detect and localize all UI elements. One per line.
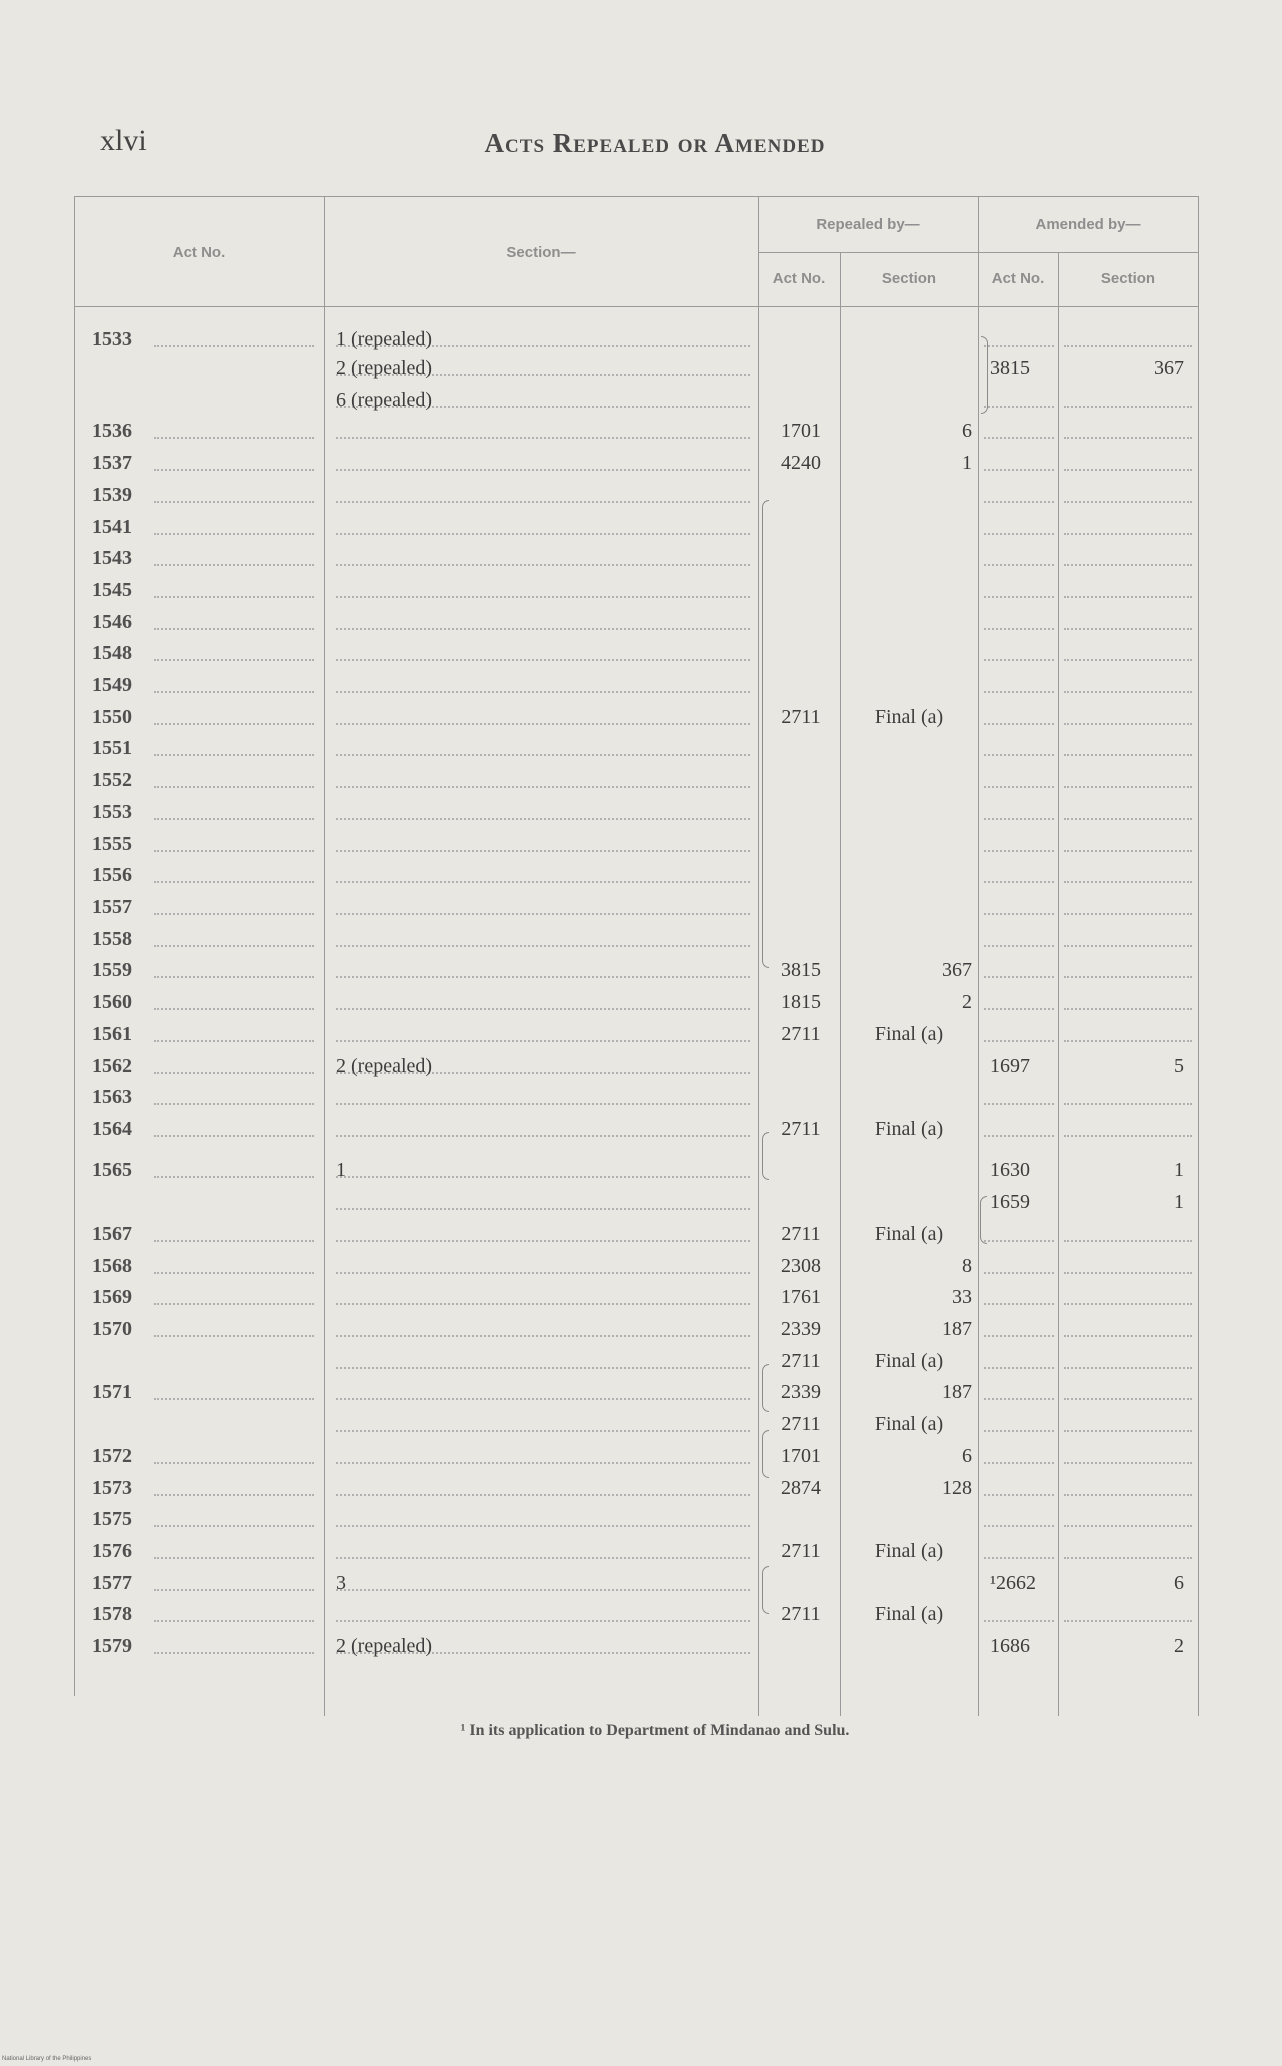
dot-leader xyxy=(336,691,750,693)
act-number: 1543 xyxy=(92,547,132,569)
act-number: 1564 xyxy=(92,1118,132,1140)
section-value: 3 xyxy=(336,1572,346,1594)
dot-leader xyxy=(984,1462,1054,1464)
repealed-section: Final (a) xyxy=(874,1023,944,1045)
repealed-section: 187 xyxy=(942,1381,972,1403)
dot-leader xyxy=(154,1652,314,1654)
repealed-act-no: 2711 xyxy=(781,1350,821,1372)
dot-leader xyxy=(984,1557,1054,1559)
repealed-section: 2 xyxy=(962,991,972,1013)
dot-leader xyxy=(336,1008,750,1010)
dot-leader xyxy=(154,786,314,788)
dot-leader xyxy=(336,533,750,535)
section-value: 1 xyxy=(336,1159,346,1181)
dot-leader xyxy=(336,881,750,883)
col-divider-5 xyxy=(978,196,979,1716)
dot-leader xyxy=(336,628,750,630)
amended-section: 2 xyxy=(1174,1635,1184,1657)
repealed-act-no: 2711 xyxy=(781,1413,821,1435)
act-number: 1557 xyxy=(92,896,132,918)
dot-leader xyxy=(1064,1272,1192,1274)
dot-leader xyxy=(154,469,314,471)
section-value: 2 (repealed) xyxy=(336,357,433,379)
dot-leader xyxy=(984,1008,1054,1010)
dot-leader xyxy=(984,1525,1054,1527)
dot-leader xyxy=(1064,659,1192,661)
dot-leader xyxy=(336,976,750,978)
repealed-section: Final (a) xyxy=(874,1413,944,1435)
dot-leader xyxy=(984,1103,1054,1105)
dot-leader xyxy=(154,437,314,439)
act-number: 1563 xyxy=(92,1086,132,1108)
table-top-rule xyxy=(74,196,1198,197)
dot-leader xyxy=(1064,1008,1192,1010)
act-number: 1572 xyxy=(92,1445,132,1467)
dot-leader xyxy=(984,1272,1054,1274)
repealed-act-no: 2711 xyxy=(781,1223,821,1245)
dot-leader xyxy=(336,1494,750,1496)
dot-leader xyxy=(984,1303,1054,1305)
dot-leader xyxy=(336,1430,750,1432)
brace-1539-1558 xyxy=(762,500,769,968)
dot-leader xyxy=(984,945,1054,947)
dot-leader xyxy=(1064,754,1192,756)
page-number: xlvi xyxy=(100,124,147,157)
amended-act-no: 1659 xyxy=(990,1191,1030,1213)
dot-leader xyxy=(1064,913,1192,915)
act-number: 1539 xyxy=(92,484,132,506)
dot-leader xyxy=(154,1620,314,1622)
dot-leader xyxy=(1064,345,1192,347)
dot-leader xyxy=(984,469,1054,471)
dot-leader xyxy=(154,1335,314,1337)
dot-leader xyxy=(154,1040,314,1042)
section-value: 6 (repealed) xyxy=(336,389,433,411)
act-number: 1556 xyxy=(92,864,132,886)
dot-leader xyxy=(336,1208,750,1210)
repealed-section: 6 xyxy=(962,420,972,442)
repealed-section: 1 xyxy=(962,452,972,474)
dot-leader xyxy=(336,659,750,661)
dot-leader xyxy=(984,501,1054,503)
dot-leader xyxy=(1064,1135,1192,1137)
act-number: 1569 xyxy=(92,1286,132,1308)
dot-leader xyxy=(984,1398,1054,1400)
repealed-act-no: 2339 xyxy=(781,1318,821,1340)
dot-leader xyxy=(1064,945,1192,947)
dot-leader xyxy=(1064,1103,1192,1105)
dot-leader xyxy=(984,1335,1054,1337)
dot-leader xyxy=(336,1557,750,1559)
header-repealed-act-no: Act No. xyxy=(772,270,826,287)
amended-section: 5 xyxy=(1174,1055,1184,1077)
dot-leader xyxy=(984,818,1054,820)
dot-leader xyxy=(154,501,314,503)
dot-leader xyxy=(1064,850,1192,852)
act-number: 1565 xyxy=(92,1159,132,1181)
dot-leader xyxy=(984,723,1054,725)
dot-leader xyxy=(984,1367,1054,1369)
act-number: 1555 xyxy=(92,833,132,855)
dot-leader xyxy=(984,406,1054,408)
dot-leader xyxy=(336,596,750,598)
header-act-no: Act No. xyxy=(172,244,226,261)
repealed-act-no: 2711 xyxy=(781,1118,821,1140)
dot-leader xyxy=(1064,1494,1192,1496)
act-number: 1536 xyxy=(92,420,132,442)
act-number: 1545 xyxy=(92,579,132,601)
repealed-act-no: 2339 xyxy=(781,1381,821,1403)
col-divider-2 xyxy=(324,196,325,1716)
dot-leader xyxy=(984,1135,1054,1137)
dot-leader xyxy=(154,723,314,725)
dot-leader xyxy=(154,1462,314,1464)
dot-leader xyxy=(154,1589,314,1591)
dot-leader xyxy=(1064,786,1192,788)
repealed-act-no: 2711 xyxy=(781,706,821,728)
dot-leader xyxy=(336,564,750,566)
act-number: 1561 xyxy=(92,1023,132,1045)
dot-leader xyxy=(336,469,750,471)
dot-leader xyxy=(154,564,314,566)
dot-leader xyxy=(984,1240,1054,1242)
act-number: 1550 xyxy=(92,706,132,728)
repealed-section: 6 xyxy=(962,1445,972,1467)
dot-leader xyxy=(336,1176,750,1178)
dot-leader xyxy=(336,945,750,947)
dot-leader xyxy=(154,1072,314,1074)
amended-act-no: 1686 xyxy=(990,1635,1030,1657)
dot-leader xyxy=(336,913,750,915)
amended-act-no: 3815 xyxy=(990,357,1030,379)
amended-section: 1 xyxy=(1174,1159,1184,1181)
act-number: 1546 xyxy=(92,611,132,633)
dot-leader xyxy=(1064,1040,1192,1042)
dot-leader xyxy=(1064,437,1192,439)
repealed-section: Final (a) xyxy=(874,1540,944,1562)
dot-leader xyxy=(154,596,314,598)
dot-leader xyxy=(1064,1557,1192,1559)
dot-leader xyxy=(154,1272,314,1274)
act-number: 1551 xyxy=(92,737,132,759)
dot-leader xyxy=(154,850,314,852)
act-number: 1560 xyxy=(92,991,132,1013)
col-divider-3 xyxy=(758,196,759,1716)
amended-act-no: 1697 xyxy=(990,1055,1030,1077)
header-repealed-by: Repealed by— xyxy=(816,216,920,233)
dot-leader xyxy=(984,913,1054,915)
act-number: 1559 xyxy=(92,959,132,981)
header-amended-by: Amended by— xyxy=(1035,216,1141,233)
dot-leader xyxy=(336,1620,750,1622)
dot-leader xyxy=(1064,1367,1192,1369)
dot-leader xyxy=(984,437,1054,439)
amended-section: 367 xyxy=(1154,357,1184,379)
dot-leader xyxy=(154,628,314,630)
repealed-act-no: 3815 xyxy=(781,959,821,981)
dot-leader xyxy=(1064,533,1192,535)
repealed-section: Final (a) xyxy=(874,1603,944,1625)
dot-leader xyxy=(336,723,750,725)
act-number: 1579 xyxy=(92,1635,132,1657)
dot-leader xyxy=(154,818,314,820)
act-number: 1575 xyxy=(92,1508,132,1530)
dot-leader xyxy=(984,754,1054,756)
page-title: Acts Repealed or Amended xyxy=(484,128,826,158)
dot-leader xyxy=(336,1303,750,1305)
dot-leader xyxy=(1064,501,1192,503)
dot-leader xyxy=(154,659,314,661)
dot-leader xyxy=(336,1589,750,1591)
repealed-act-no: 2711 xyxy=(781,1023,821,1045)
dot-leader xyxy=(154,345,314,347)
act-number: 1558 xyxy=(92,928,132,950)
acts-table xyxy=(74,196,1198,1716)
act-number: 1537 xyxy=(92,452,132,474)
act-number: 1567 xyxy=(92,1223,132,1245)
act-number: 1552 xyxy=(92,769,132,791)
dot-leader xyxy=(336,1135,750,1137)
dot-leader xyxy=(984,345,1054,347)
dot-leader xyxy=(154,1525,314,1527)
dot-leader xyxy=(1064,469,1192,471)
dot-leader xyxy=(154,691,314,693)
brace-1565 xyxy=(980,1196,987,1244)
dot-leader xyxy=(1064,881,1192,883)
dot-leader xyxy=(336,1040,750,1042)
act-number: 1549 xyxy=(92,674,132,696)
header-amended-section: Section xyxy=(1100,270,1156,287)
dot-leader xyxy=(336,786,750,788)
footnote: ¹ In its application to Department of Mindanao and Sulu. xyxy=(460,1722,850,1739)
repealed-section: Final (a) xyxy=(874,706,944,728)
dot-leader xyxy=(1064,976,1192,978)
dot-leader xyxy=(336,1462,750,1464)
dot-leader xyxy=(984,659,1054,661)
section-value: 2 (repealed) xyxy=(336,1055,433,1077)
dot-leader xyxy=(1064,406,1192,408)
dot-leader xyxy=(154,1176,314,1178)
dot-leader xyxy=(1064,818,1192,820)
dot-leader xyxy=(336,1398,750,1400)
library-credit: National Library of the Philippines xyxy=(2,2056,92,2062)
repealed-act-no: 1701 xyxy=(781,420,821,442)
header-bottom-rule xyxy=(74,306,1198,307)
dot-leader xyxy=(154,1398,314,1400)
dot-leader xyxy=(154,1240,314,1242)
dot-leader xyxy=(1064,1240,1192,1242)
brace-1533 xyxy=(981,336,988,414)
dot-leader xyxy=(154,913,314,915)
dot-leader xyxy=(336,1367,750,1369)
dot-leader xyxy=(336,850,750,852)
act-number: 1541 xyxy=(92,516,132,538)
col-divider-1 xyxy=(74,196,75,1696)
section-value: 1 (repealed) xyxy=(336,328,433,350)
act-number: 1573 xyxy=(92,1477,132,1499)
repealed-act-no: 2874 xyxy=(781,1477,821,1499)
repealed-section: 8 xyxy=(962,1255,972,1277)
act-number: 1562 xyxy=(92,1055,132,1077)
dot-leader xyxy=(1064,691,1192,693)
act-number: 1533 xyxy=(92,328,132,350)
col-divider-6 xyxy=(1058,252,1059,1716)
dot-leader xyxy=(154,1008,314,1010)
dot-leader xyxy=(984,1494,1054,1496)
dot-leader xyxy=(154,1494,314,1496)
repealed-section: 33 xyxy=(952,1286,972,1308)
act-number: 1578 xyxy=(92,1603,132,1625)
dot-leader xyxy=(154,1303,314,1305)
dot-leader xyxy=(1064,1430,1192,1432)
act-number: 1570 xyxy=(92,1318,132,1340)
repealed-act-no: 1761 xyxy=(781,1286,821,1308)
repealed-section: 187 xyxy=(942,1318,972,1340)
dot-leader xyxy=(154,881,314,883)
dot-leader xyxy=(1064,1620,1192,1622)
amended-act-no: ¹2662 xyxy=(990,1572,1036,1594)
act-number: 1571 xyxy=(92,1381,132,1403)
repealed-section: Final (a) xyxy=(874,1118,944,1140)
header-repealed-section: Section xyxy=(881,270,937,287)
dot-leader xyxy=(336,1272,750,1274)
repealed-act-no: 2308 xyxy=(781,1255,821,1277)
dot-leader xyxy=(984,628,1054,630)
dot-leader xyxy=(336,1240,750,1242)
dot-leader xyxy=(984,691,1054,693)
dot-leader xyxy=(336,437,750,439)
dot-leader xyxy=(1064,596,1192,598)
dot-leader xyxy=(336,1335,750,1337)
section-value: 2 (repealed) xyxy=(336,1635,433,1657)
dot-leader xyxy=(984,850,1054,852)
dot-leader xyxy=(154,976,314,978)
act-number: 1576 xyxy=(92,1540,132,1562)
header-section: Section— xyxy=(506,244,576,261)
dot-leader xyxy=(1064,1398,1192,1400)
dot-leader xyxy=(984,881,1054,883)
dot-leader xyxy=(1064,564,1192,566)
dot-leader xyxy=(1064,1303,1192,1305)
dot-leader xyxy=(336,501,750,503)
dot-leader xyxy=(984,533,1054,535)
dot-leader xyxy=(984,1620,1054,1622)
amended-section: 6 xyxy=(1174,1572,1184,1594)
repealed-act-no: 1701 xyxy=(781,1445,821,1467)
repealed-act-no: 2711 xyxy=(781,1540,821,1562)
repealed-section: Final (a) xyxy=(874,1350,944,1372)
repealed-act-no: 4240 xyxy=(781,452,821,474)
dot-leader xyxy=(154,754,314,756)
act-number: 1577 xyxy=(92,1572,132,1594)
dot-leader xyxy=(1064,628,1192,630)
repealed-section: 128 xyxy=(942,1477,972,1499)
repealed-section: 367 xyxy=(942,959,972,981)
dot-leader xyxy=(336,1103,750,1105)
header-amended-act-no: Act No. xyxy=(991,270,1045,287)
amended-act-no: 1630 xyxy=(990,1159,1030,1181)
dot-leader xyxy=(984,976,1054,978)
amended-section: 1 xyxy=(1174,1191,1184,1213)
dot-leader xyxy=(154,1135,314,1137)
dot-leader xyxy=(984,1430,1054,1432)
act-number: 1548 xyxy=(92,642,132,664)
act-number: 1553 xyxy=(92,801,132,823)
dot-leader xyxy=(984,786,1054,788)
dot-leader xyxy=(1064,1462,1192,1464)
col-divider-4 xyxy=(840,252,841,1716)
dot-leader xyxy=(1064,723,1192,725)
repealed-section: Final (a) xyxy=(874,1223,944,1245)
dot-leader xyxy=(154,1103,314,1105)
act-number: 1568 xyxy=(92,1255,132,1277)
dot-leader xyxy=(1064,1335,1192,1337)
repealed-act-no: 1815 xyxy=(781,991,821,1013)
dot-leader xyxy=(154,533,314,535)
dot-leader xyxy=(1064,1525,1192,1527)
repealed-act-no: 2711 xyxy=(781,1603,821,1625)
col-divider-7 xyxy=(1198,196,1199,1716)
dot-leader xyxy=(154,945,314,947)
dot-leader xyxy=(984,564,1054,566)
dot-leader xyxy=(154,1557,314,1559)
dot-leader xyxy=(336,754,750,756)
dot-leader xyxy=(984,1040,1054,1042)
dot-leader xyxy=(984,596,1054,598)
dot-leader xyxy=(336,1525,750,1527)
dot-leader xyxy=(336,818,750,820)
